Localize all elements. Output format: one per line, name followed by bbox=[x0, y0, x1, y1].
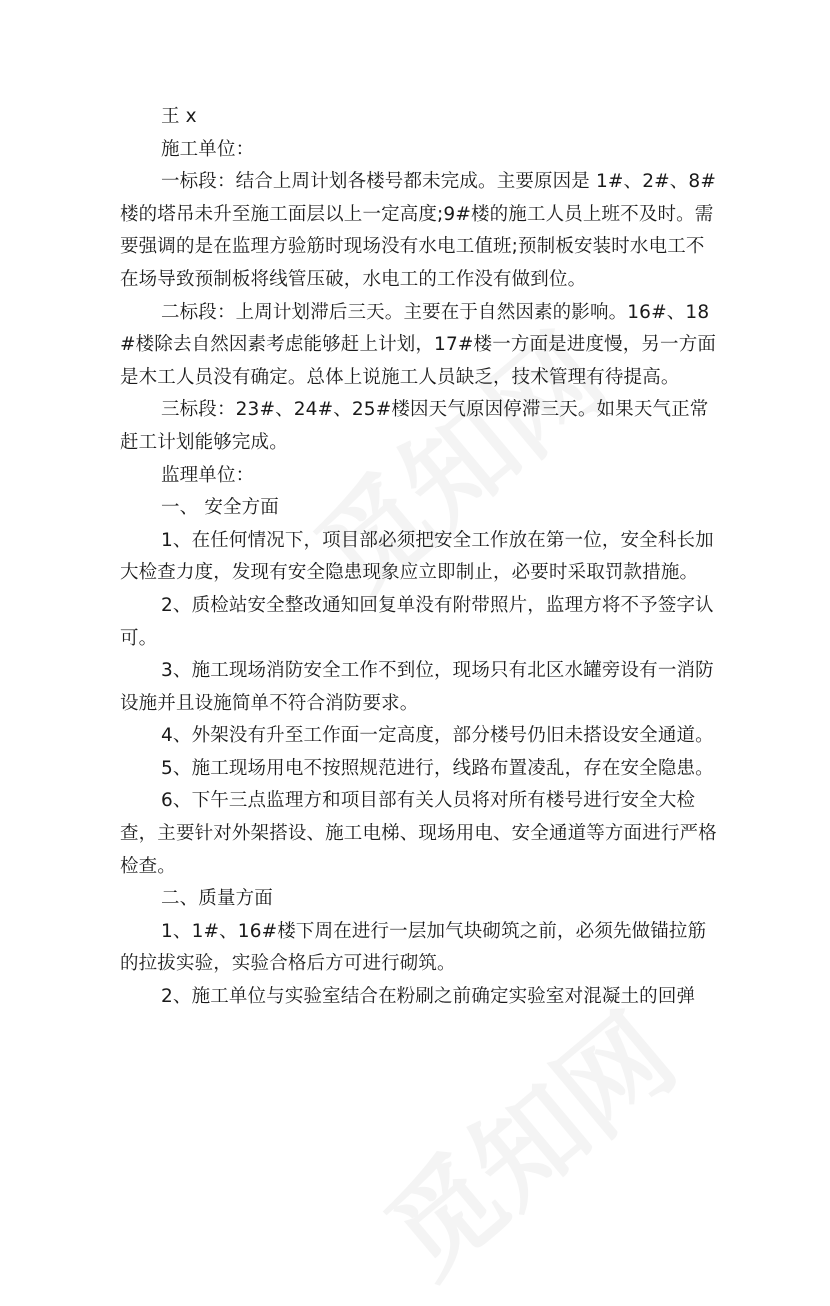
section-heading-construction-unit: 施工单位： bbox=[161, 138, 255, 160]
safety-item-3: 3、施工现场消防安全工作不到位，现场只有北区水罐旁设有一消防设施并且设施简单不符合消防要求。 bbox=[120, 660, 714, 714]
watermark bbox=[348, 972, 702, 1305]
paragraph-section-3: 三标段：23#、24#、25#楼因天气原因停滞三天。如果天气正常赶工计划能够完成。 bbox=[120, 399, 709, 453]
document-body bbox=[120, 101, 720, 1014]
safety-item-4: 4、外架没有升至工作面一定高度，部分楼号仍旧未搭设安全通道。 bbox=[161, 725, 714, 747]
subheading-safety: 一、 安全方面 bbox=[161, 497, 279, 519]
safety-item-5: 5、施工现场用电不按照规范进行，线路布置凌乱，存在安全隐患。 bbox=[161, 757, 714, 779]
section-heading-supervision-unit: 监理单位： bbox=[161, 464, 255, 486]
paragraph-section-1: 一标段：结合上周计划各楼号都未完成。主要原因是 1#、2#、8#楼的塔吊未升至施工面层以上一定高度;9#楼的施工人员上班不及时。需要强调的是在监理方验筋时现场没有水电工值班;预制板安装时水电工不在场导致预制板将线管压破，水电工的工作没有做到位。 bbox=[120, 171, 716, 290]
safety-item-2: 2、质检站安全整改通知回复单没有附带照片，监理方将不予签字认可。 bbox=[120, 594, 714, 649]
quality-item-1: 1、1#、16#楼下周在进行一层加气块砌筑之前，必须先做锚拉筋的拉拔实验，实验合格后方可进行砌筑。 bbox=[120, 920, 707, 975]
subheading-quality: 二、质量方面 bbox=[161, 888, 273, 910]
safety-item-6: 6、下午三点监理方和项目部有关人员将对所有楼号进行安全大检查，主要针对外架搭设、施工电梯、现场用电、安全通道等方面进行严格检查。 bbox=[120, 790, 717, 877]
paragraph-section-2: 二标段：上周计划滞后三天。主要在于自然因素的影响。16#、18#楼除去自然因素考虑能够赶上计划，17#楼一方面是进度慢，另一方面是木工人员没有确定。总体上说施工人员缺乏，技术管理有待提高。 bbox=[120, 301, 716, 388]
author-line: 王 x bbox=[161, 106, 197, 127]
quality-item-2: 2、施工单位与实验室结合在粉刷之前确定实验室对混凝土的回弹 bbox=[161, 986, 696, 1008]
safety-item-1: 1、在任何情况下，项目部必须把安全工作放在第一位，安全科长加大检查力度，发现有安全隐患现象应立即制止，必要时采取罚款措施。 bbox=[120, 529, 714, 584]
